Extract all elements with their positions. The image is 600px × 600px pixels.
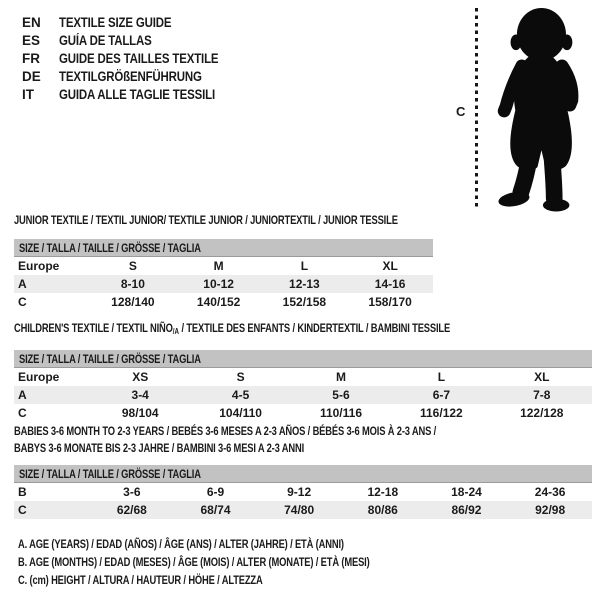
cell: 14-16: [347, 275, 433, 293]
lang-row-es: [22, 31, 247, 49]
table-row: [14, 368, 592, 386]
cell: C: [18, 406, 27, 420]
cell: XS: [132, 370, 149, 384]
cell: M: [335, 370, 346, 384]
cell: XL: [382, 259, 398, 273]
baby-silhouette-icon: [486, 6, 592, 214]
children-heading-post: / TEXTILE DES ENFANTS / KINDERTEXTIL / BAMBINI TESSILE: [179, 321, 451, 335]
cell: 3-6: [123, 485, 141, 499]
footnote-a: A. AGE (YEARS) / EDAD (AÑOS) / ÂGE (ANS) / ALTER (JAHRE) / ETÀ (ANNI): [18, 537, 344, 551]
baby-figure-area: [452, 4, 598, 218]
babies-size-table: [14, 483, 592, 519]
junior-size-table: [14, 257, 433, 311]
footnote-b: B. AGE (MONTHS) / EDAD (MESES) / ÂGE (MOIS) / ALTER (MONATE) / ETÀ (MESI): [18, 555, 370, 569]
cell: 80/86: [341, 501, 425, 519]
lang-code-en: EN: [22, 14, 41, 30]
cell: 10-12: [176, 275, 262, 293]
lang-code-it: IT: [22, 86, 34, 102]
table-row: [14, 275, 433, 293]
lang-title-de: TEXTILGRÖßENFÜHRUNG: [59, 68, 202, 84]
lang-title-es: GUÍA DE TALLAS: [59, 32, 152, 48]
cell: S: [128, 259, 137, 273]
lang-title-fr: GUIDE DES TAILLES TEXTILE: [59, 50, 219, 66]
children-heading: [14, 321, 592, 339]
table-row: [14, 483, 592, 501]
cell: 158/170: [368, 295, 412, 309]
babies-size-header-bar: SIZE / TALLA / TAILLE / GRÖSSE / TAGLIA: [14, 465, 592, 483]
babies-heading-line2: BABYS 3-6 MONATE BIS 2-3 JAHRE / BAMBINI 3-6 MESI A 2-3 ANNI: [14, 441, 305, 455]
lang-row-it: [22, 85, 247, 103]
lang-code-fr: FR: [22, 50, 40, 66]
section-junior: [14, 213, 433, 311]
children-size-header-bar: SIZE / TALLA / TAILLE / GRÖSSE / TAGLIA: [14, 350, 592, 368]
cell: 7-8: [492, 386, 592, 404]
cell: 140/152: [196, 295, 241, 309]
cell: A: [14, 275, 90, 293]
cell: 152/158: [282, 295, 327, 309]
cell: B: [18, 485, 27, 499]
section-babies: [14, 423, 592, 519]
cell: 8-10: [90, 275, 176, 293]
cell: L: [437, 370, 446, 384]
lang-code-de: DE: [22, 68, 41, 84]
cell: 86/92: [425, 501, 509, 519]
table-row: [14, 257, 433, 275]
table-row: [14, 386, 592, 404]
cell: 12-18: [367, 485, 399, 499]
cell: 12-13: [262, 275, 348, 293]
cell: C: [14, 501, 90, 519]
footnote-c: C. (cm) HEIGHT / ALTURA / HAUTEUR / HÖHE / ALTEZZA: [18, 573, 263, 587]
lang-title-it: GUIDA ALLE TAGLIE TESSILI: [59, 86, 215, 102]
table-row: [14, 293, 433, 311]
lang-code-es: ES: [22, 32, 41, 48]
cell: 6-7: [391, 386, 491, 404]
cell: 110/116: [319, 406, 362, 420]
children-heading-subscript: /A: [172, 327, 180, 336]
junior-heading: JUNIOR TEXTILE / TEXTIL JUNIOR/ TEXTILE JUNIOR / JUNIORTEXTIL / JUNIOR TESSILE: [14, 213, 398, 227]
cell: A: [14, 386, 90, 404]
cell: L: [300, 259, 309, 273]
footnotes: [18, 537, 469, 591]
height-measure-dotted-line: [475, 8, 478, 210]
cell: M: [213, 259, 224, 273]
lang-title-en: TEXTILE SIZE GUIDE: [59, 14, 172, 30]
cell: 98/104: [121, 406, 159, 420]
babies-heading: [14, 423, 592, 457]
lang-row-de: [22, 67, 247, 85]
babies-heading-line1: BABIES 3-6 MONTH TO 2-3 YEARS / BEBÉS 3-6 MESES A 2-3 AÑOS / BÉBÉS 3-6 MOIS À 2-3 ANS /: [14, 424, 437, 438]
table-row: [14, 501, 592, 519]
cell: 116/122: [420, 406, 463, 420]
cell: XL: [534, 370, 550, 384]
cell: 4-5: [190, 386, 290, 404]
cell: 68/74: [174, 501, 258, 519]
children-heading-pre: CHILDREN'S TEXTILE / TEXTIL NIÑO: [14, 321, 173, 335]
cell: 104/110: [219, 406, 262, 420]
cell: 3-4: [90, 386, 190, 404]
cell: 62/68: [90, 501, 174, 519]
cell: S: [236, 370, 245, 384]
section-children: [14, 321, 592, 422]
cell: 5-6: [291, 386, 391, 404]
cell: C: [18, 295, 27, 309]
height-c-label: C: [456, 104, 466, 119]
lang-row-fr: [22, 49, 247, 67]
cell: 24-36: [534, 485, 566, 499]
cell: 122/128: [520, 406, 564, 420]
language-title-list: [22, 13, 247, 103]
cell: Europe: [18, 370, 60, 384]
children-size-table: [14, 368, 592, 422]
cell: 6-9: [206, 485, 225, 499]
lang-row-en: [22, 13, 247, 31]
junior-size-header-bar: SIZE / TALLA / TAILLE / GRÖSSE / TAGLIA: [14, 239, 433, 257]
cell: 74/80: [257, 501, 341, 519]
cell: Europe: [18, 259, 60, 273]
cell: 18-24: [451, 485, 482, 499]
cell: 92/98: [508, 501, 592, 519]
cell: 128/140: [111, 295, 155, 309]
table-row: [14, 404, 592, 422]
cell: 9-12: [287, 485, 312, 499]
